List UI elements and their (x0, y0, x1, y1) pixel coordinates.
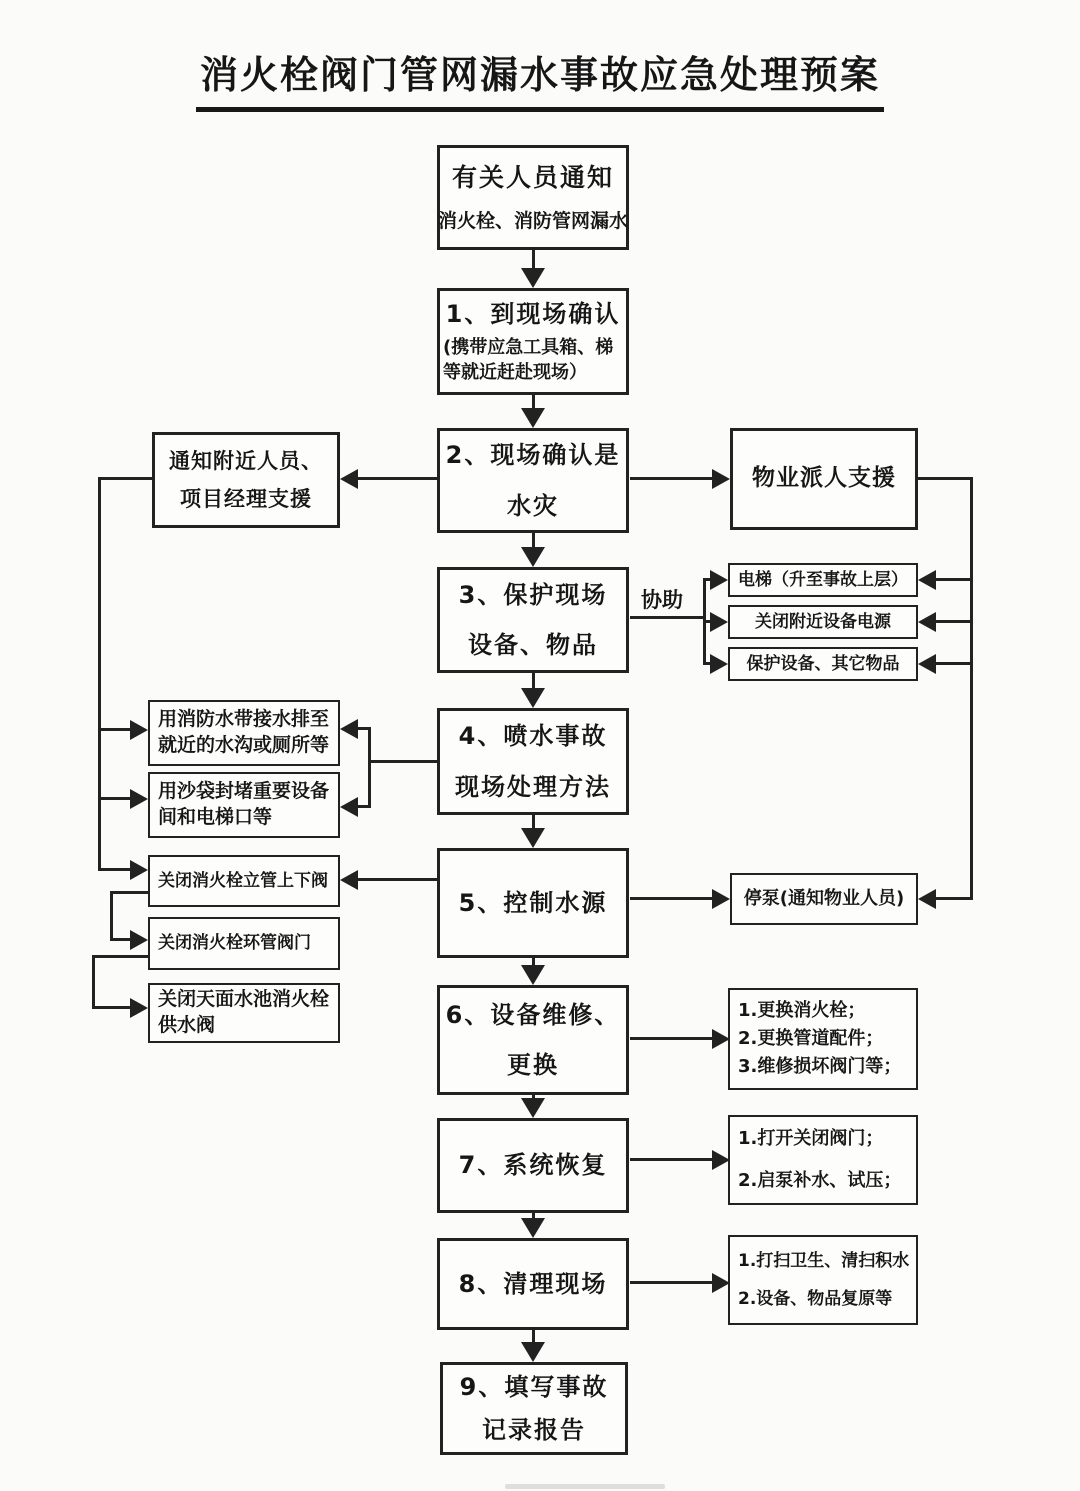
flow-box-step6 (437, 985, 629, 1095)
step8-line1: 8、清理现场 (458, 1269, 608, 1298)
connector-line (936, 578, 970, 581)
connector-line (356, 477, 437, 480)
connector-line (112, 891, 148, 894)
connector-line (630, 1281, 714, 1284)
drain-text: 用消防水带接水排至就近的水沟或厕所等 (158, 708, 330, 756)
arrowhead-down (521, 1342, 545, 1362)
side-box-stop-pump (730, 873, 918, 925)
repair-item: 3.维修损坏阀门等； (738, 1055, 902, 1077)
connector-line (358, 805, 370, 808)
restore-item: 1.打开关闭阀门； (738, 1128, 884, 1150)
assist-label: 协助 (641, 588, 683, 612)
clean-item: 2.设备、物品复原等 (738, 1289, 893, 1309)
sandbag-text: 用沙袋封堵重要设备间和电梯口等 (158, 780, 330, 828)
connector-line (101, 728, 132, 731)
step4-line1: 4、喷水事故 (458, 722, 608, 751)
valve-roof-text: 关闭天面水池消火栓供水阀 (158, 988, 330, 1036)
notify-line1: 通知附近人员、 (169, 448, 323, 473)
repair-item: 2.更换管道配件； (738, 1028, 884, 1050)
flow-box-step3 (437, 567, 629, 673)
arrowhead-right (712, 1150, 730, 1170)
connector-line (630, 1037, 714, 1040)
arrowhead-left (340, 719, 358, 739)
connector-line (630, 616, 705, 619)
connector-line (101, 868, 132, 871)
side-box-valve-loop (148, 917, 340, 970)
connector-line (936, 897, 970, 900)
page-title: 消火栓阀门管网漏水事故应急处理预案 (196, 44, 884, 112)
arrowhead-down (521, 408, 545, 428)
connector-line (98, 477, 101, 871)
arrowhead-right (710, 612, 728, 632)
arrowhead-down (521, 828, 545, 848)
step5-line1: 5、控制水源 (458, 888, 608, 917)
start-subtitle: 消火栓、消防管网漏水 (438, 209, 629, 232)
arrowhead-down (521, 547, 545, 567)
connector-line (370, 760, 440, 763)
restore-item: 2.启泵补水、试压； (738, 1170, 902, 1191)
arrowhead-down (521, 688, 545, 708)
connector-line (110, 891, 113, 941)
arrowhead-right (130, 720, 148, 740)
step3-line2: 设备、物品 (468, 631, 598, 659)
property-text: 物业派人支援 (752, 465, 896, 492)
arrowhead-down (521, 1218, 545, 1238)
side-box-sandbag (148, 772, 340, 838)
arrowhead-left (918, 654, 936, 674)
side-box-property (730, 428, 918, 530)
title-row (0, 44, 1080, 112)
connector-line (94, 1006, 130, 1009)
arrowhead-left (340, 870, 358, 890)
flow-box-step2 (437, 428, 629, 533)
valve-loop-text: 关闭消火栓环管阀门 (158, 933, 311, 954)
side-box-notify (152, 432, 340, 528)
side-box-valve-roof (148, 983, 340, 1043)
arrowhead-left (340, 797, 358, 817)
flow-box-step9 (440, 1362, 628, 1455)
flow-box-step8 (437, 1238, 629, 1330)
step1-title: 1、到现场确认 (445, 300, 621, 328)
notify-line2: 项目经理支援 (180, 487, 312, 511)
step6-line2: 更换 (507, 1051, 559, 1079)
connector-line (358, 727, 370, 730)
connector-line (532, 250, 535, 270)
assist-box-protect (728, 647, 918, 681)
arrowhead-right (130, 930, 148, 950)
connector-line (630, 477, 714, 480)
step6-line1: 6、设备维修、 (445, 1000, 621, 1029)
valve-riser-text: 关闭消火栓立管上下阀 (158, 870, 328, 891)
connector-line (630, 897, 714, 900)
arrowhead-right (710, 654, 728, 674)
step7-line1: 7、系统恢复 (458, 1151, 608, 1180)
connector-line (936, 620, 970, 623)
step9-line2: 记录报告 (482, 1415, 586, 1444)
arrowhead-right (712, 1029, 730, 1049)
arrowhead-right (130, 860, 148, 880)
connector-line (918, 477, 973, 480)
step1-note: (携带应急工具箱、梯等就近赶赴现场） (443, 337, 614, 383)
note-box-clean (728, 1235, 918, 1325)
note-box-repair (728, 988, 918, 1090)
step3-line1: 3、保护现场 (458, 580, 608, 609)
side-box-drain (148, 700, 340, 766)
arrowhead-right (712, 1273, 730, 1293)
assist-box-power (728, 605, 918, 639)
connector-line (92, 955, 95, 1009)
arrowhead-right (712, 469, 730, 489)
arrowhead-left (918, 612, 936, 632)
flow-box-step4 (437, 708, 629, 815)
connector-line (94, 955, 148, 958)
connector-line (101, 797, 132, 800)
assist-protect-text: 保护设备、其它物品 (746, 653, 900, 674)
connector-line (368, 727, 371, 808)
assist-elevator-text: 电梯（升至事故上层） (738, 569, 908, 590)
flow-box-step1 (437, 288, 629, 395)
start-title: 有关人员通知 (451, 162, 614, 192)
step2-line1: 2、现场确认是 (445, 441, 621, 470)
arrowhead-down (521, 965, 545, 985)
stop-pump-text: 停泵(通知物业人员) (743, 887, 905, 909)
arrowhead-down (521, 1098, 545, 1118)
arrowhead-right (710, 570, 728, 590)
arrowhead-down (521, 268, 545, 288)
arrowhead-left (918, 889, 936, 909)
bottom-partial-box (505, 1484, 665, 1489)
note-box-restore (728, 1115, 918, 1205)
repair-item: 1.更换消火栓； (738, 1000, 866, 1022)
arrowhead-right (130, 998, 148, 1018)
connector-line (100, 477, 152, 480)
flow-box-step7 (437, 1118, 629, 1213)
step2-line2: 水灾 (507, 491, 559, 520)
connector-line (356, 878, 437, 881)
flow-box-start (437, 145, 629, 250)
step9-line1: 9、填写事故 (459, 1373, 609, 1402)
step4-line2: 现场处理方法 (455, 772, 611, 801)
assist-box-elevator (728, 563, 918, 597)
connector-line (630, 1158, 714, 1161)
arrowhead-left (340, 469, 358, 489)
arrowhead-left (918, 570, 936, 590)
connector-line (936, 662, 970, 665)
side-box-valve-riser (148, 855, 340, 907)
arrowhead-right (712, 889, 730, 909)
arrowhead-right (130, 789, 148, 809)
connector-line (970, 477, 973, 900)
assist-power-text: 关闭附近设备电源 (755, 611, 891, 632)
flow-box-step5 (437, 848, 629, 958)
clean-item: 1.打扫卫生、清扫积水 (738, 1250, 910, 1271)
connector-line (112, 938, 130, 941)
